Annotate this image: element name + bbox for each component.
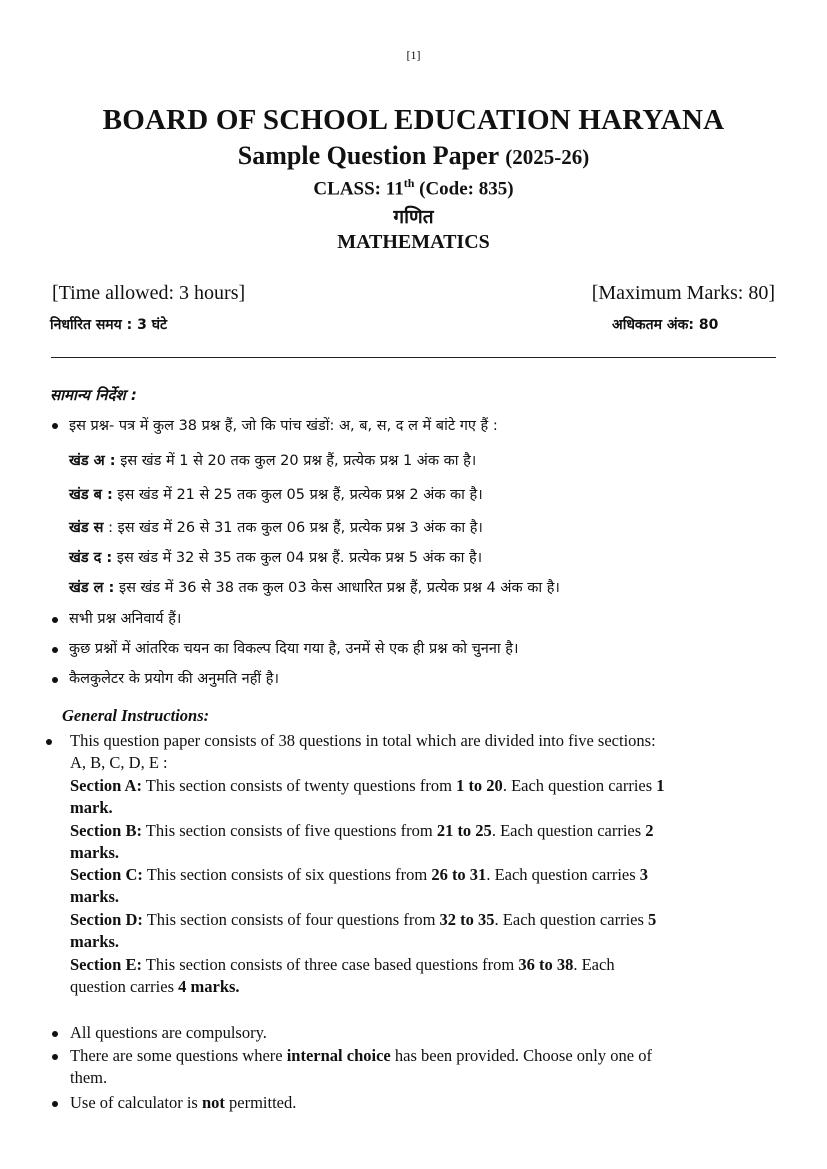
page-number: [1] — [406, 48, 421, 62]
hindi-section-e-text: इस खंड में 36 से 38 तक कुल 03 केस आधारित प्रश्न हैं, प्रत्येक प्रश्न 4 अंक का है। — [114, 580, 560, 596]
subject-hindi: गणित — [393, 206, 434, 228]
english-internal-choice — [70, 1046, 652, 1066]
paper-title-text: Sample Question Paper — [237, 141, 499, 170]
section-d-num: 5 — [648, 910, 657, 929]
divider — [51, 357, 776, 358]
section-c-text: This section consists of six questions from — [142, 865, 432, 884]
class-line — [0, 176, 827, 200]
hindi-compulsory: सभी प्रश्न अनिवार्य हैं। — [69, 611, 182, 627]
section-d-range: 32 to 35 — [439, 910, 495, 929]
hindi-intro: इस प्रश्न- पत्र में कुल 38 प्रश्न हैं, जो कि पांच खंडों: अ, ब, स, द ल में बांटे गए हैं : — [69, 418, 498, 434]
max-marks-hindi: अधिकतम अंक: 80 — [612, 317, 719, 333]
section-c-unit-line — [70, 887, 119, 907]
section-a-range: 1 to 20 — [456, 776, 503, 795]
section-d-text2: . Each question carries — [494, 910, 649, 929]
hindi-instructions-title: सामान्य निर्देश : — [50, 386, 137, 404]
english-intro-line1: This question paper consists of 38 questions in total which are divided into five sections: — [70, 731, 656, 750]
hindi-internal-choice: कुछ प्रश्नों में आंतरिक चयन का विकल्प दिया गया है, उनमें से एक ही प्रश्न को चुनना है। — [69, 641, 519, 657]
hindi-section-a-text: इस खंड में 1 से 20 तक कुल 20 प्रश्न हैं, प्रत्येक प्रश्न 1 अंक का है। — [115, 453, 477, 469]
section-b-unit: marks. — [70, 843, 120, 862]
subject-english: MATHEMATICS — [337, 231, 490, 253]
section-a-line — [70, 776, 665, 796]
section-c-range: 26 to 31 — [431, 865, 487, 884]
class-sup: th — [403, 176, 415, 190]
calculator-text-b: permitted. — [224, 1093, 297, 1112]
time-allowed: [Time allowed: 3 hours] — [52, 282, 246, 304]
english-intro-line2: A, B, C, D, E : — [70, 753, 168, 772]
section-e-line — [70, 955, 615, 975]
class-code: (Code: 835) — [414, 178, 514, 200]
section-e-line2-text: question carries — [70, 977, 179, 996]
section-b-text2: . Each question carries — [491, 821, 646, 840]
section-a-label: Section A: — [70, 776, 142, 795]
section-d-label: Section D: — [70, 910, 143, 929]
section-d-unit-line — [70, 932, 119, 952]
hindi-section-c — [69, 517, 483, 537]
hindi-section-c-label: खंड स — [69, 520, 104, 536]
section-c-num: 3 — [639, 865, 649, 884]
section-d-line — [70, 910, 656, 930]
section-a-text: This section consists of twenty questions from — [141, 776, 457, 795]
bullet-icon — [52, 423, 58, 429]
hindi-section-b-label: खंड ब : — [69, 487, 113, 503]
calculator-text-a: Use of calculator is — [70, 1093, 202, 1112]
internal-choice-text-b: has been provided. Choose only one of — [390, 1046, 652, 1065]
section-b-range: 21 to 25 — [436, 821, 492, 840]
section-e-text2: . Each — [573, 955, 615, 974]
section-a-text2: . Each question carries — [502, 776, 657, 795]
bullet-icon — [52, 647, 58, 653]
section-e-text: This section consists of three case based questions from — [141, 955, 519, 974]
english-calculator — [70, 1093, 296, 1113]
section-a-unit: mark. — [70, 798, 113, 817]
section-e-label: Section E: — [70, 955, 142, 974]
english-internal-choice-line2: them. — [70, 1068, 108, 1087]
bullet-icon — [46, 739, 52, 745]
bullet-icon — [52, 1054, 58, 1060]
english-compulsory: All questions are compulsory. — [70, 1023, 267, 1042]
hindi-section-d — [69, 547, 482, 567]
section-c-text2: . Each question carries — [486, 865, 640, 884]
section-b-unit-line — [70, 843, 119, 863]
section-a-unit-line — [70, 798, 113, 818]
bullet-icon — [52, 617, 58, 623]
hindi-section-a — [69, 450, 476, 470]
bullet-icon — [52, 1101, 58, 1107]
section-c-line — [70, 865, 648, 885]
hindi-section-d-text: इस खंड में 32 से 35 तक कुल 04 प्रश्न हैं. प्रत्येक प्रश्न 5 अंक का है। — [112, 550, 483, 566]
paper-year: (2025-26) — [505, 145, 590, 169]
section-b-line — [70, 821, 654, 841]
section-d-unit: marks. — [70, 932, 120, 951]
max-marks: [Maximum Marks: 80] — [591, 282, 775, 304]
hindi-section-d-label: खंड द : — [69, 550, 113, 566]
bullet-icon — [52, 677, 58, 683]
hindi-section-c-text: : इस खंड में 26 से 31 तक कुल 06 प्रश्न हैं, प्रत्येक प्रश्न 3 अंक का है। — [103, 520, 483, 536]
hindi-section-b-text: इस खंड में 21 से 25 तक कुल 05 प्रश्न हैं, प्रत्येक प्रश्न 2 अंक का है। — [112, 487, 483, 503]
class-label: CLASS: 11 — [313, 178, 404, 200]
section-d-text: This section consists of four questions from — [142, 910, 440, 929]
board-title: BOARD OF SCHOOL EDUCATION HARYANA — [102, 104, 725, 136]
general-instructions-title: General Instructions: — [62, 706, 210, 725]
internal-choice-text-a: There are some questions where — [70, 1046, 287, 1065]
calculator-bold: not — [201, 1093, 225, 1112]
hindi-section-a-label: खंड अ : — [69, 453, 116, 469]
section-c-label: Section C: — [70, 865, 143, 884]
hindi-section-e — [69, 577, 560, 597]
bullet-icon — [52, 1031, 58, 1037]
hindi-calculator: कैलकुलेटर के प्रयोग की अनुमति नहीं है। — [69, 671, 279, 687]
section-b-label: Section B: — [70, 821, 142, 840]
time-allowed-hindi: निर्धारित समय : 3 घंटे — [50, 317, 168, 333]
hindi-section-e-label: खंड ल : — [69, 580, 115, 596]
section-c-unit: marks. — [70, 887, 120, 906]
internal-choice-bold: internal choice — [286, 1046, 391, 1065]
paper-title — [0, 141, 827, 171]
section-e-line2 — [70, 977, 240, 997]
section-e-marks: 4 marks. — [178, 977, 240, 996]
section-b-num: 2 — [645, 821, 654, 840]
section-a-num: 1 — [656, 776, 665, 795]
section-e-range: 36 to 38 — [518, 955, 574, 974]
section-b-text: This section consists of five questions from — [141, 821, 437, 840]
hindi-section-b — [69, 484, 483, 504]
